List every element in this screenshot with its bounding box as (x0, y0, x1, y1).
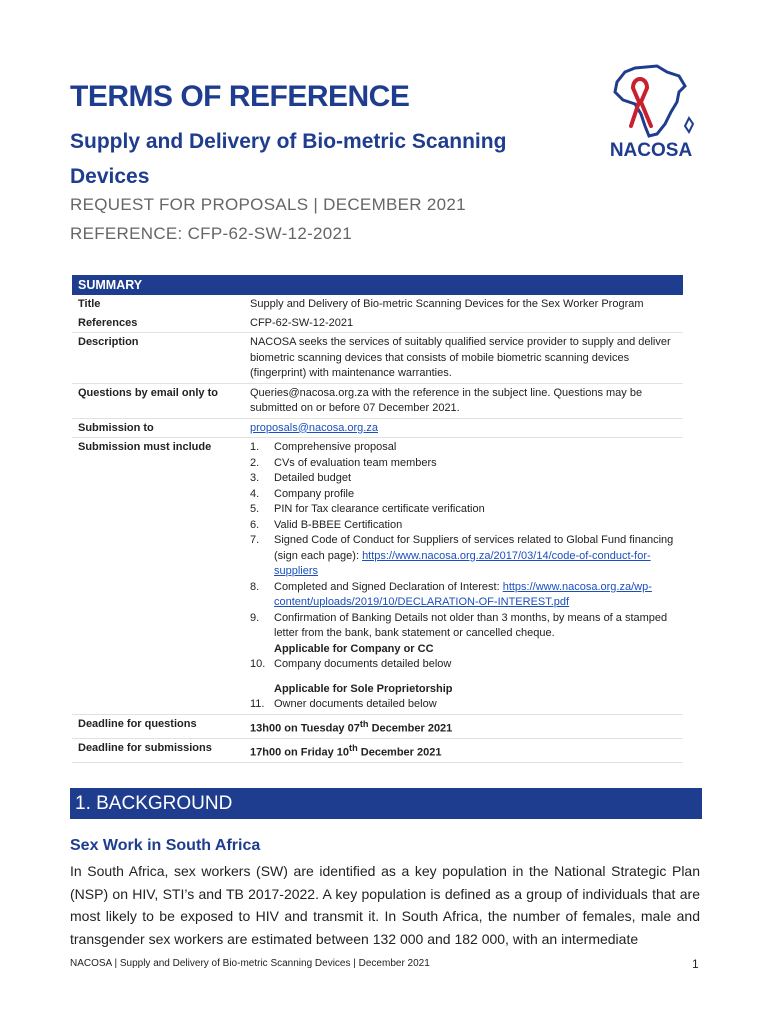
row-title (72, 295, 683, 314)
summary-heading: SUMMARY (72, 275, 683, 295)
list-item-number: 7. (250, 534, 260, 546)
list-item-number: 8. (250, 580, 260, 593)
list-item-text: Comprehensive proposal (274, 441, 397, 453)
deadline-questions-label: Deadline for questions (78, 717, 197, 730)
list-item-number: 3. (250, 472, 260, 484)
title-value: Supply and Delivery of Bio-metric Scanning Devices for the Sex Worker Program (250, 298, 644, 310)
logo-text: NACOSA (609, 140, 693, 161)
list-item-number: 1. (250, 441, 260, 453)
list-item (250, 657, 679, 673)
list-item-link[interactable]: https://www.nacosa.org.za/2017/03/14/code-of-conduct-for-suppliers (274, 549, 651, 577)
list-item (250, 697, 679, 713)
include-list-company (250, 657, 679, 673)
list-item-text: Detailed budget (274, 472, 352, 484)
list-item (250, 487, 679, 503)
include-value (250, 440, 683, 713)
nacosa-logo (605, 62, 697, 162)
list-item (250, 471, 679, 487)
list-item-text: CVs of evaluation team members (274, 456, 437, 469)
document-subtitle: Supply and Delivery of Bio-metric Scanning Devices (70, 130, 507, 188)
references-label: References (78, 316, 138, 329)
list-item-text: Signed Code of Conduct for Suppliers of services related to Global Fund financing (sign each page): https://www.nacosa.org.za/2017/03/14/code-of-conduct-for-suppliers (274, 534, 674, 577)
list-item-text: Confirmation of Banking Details not older than 3 months, by means of a stamped letter from the bank, bank statement or cancelled cheque. (274, 611, 668, 639)
page-number: 1 (692, 957, 699, 971)
list-item (250, 502, 679, 518)
list-item (250, 518, 679, 534)
list-item-text: Completed and Signed Declaration of Interest: https://www.nacosa.org.za/wp-content/uploads/2019/10/DECLARATION-OF-INTEREST.pdf (274, 580, 652, 608)
references-value: CFP-62-SW-12-2021 (250, 316, 354, 329)
row-include (72, 438, 683, 715)
list-item-text: Owner documents detailed below (274, 698, 437, 710)
description-value: NACOSA seeks the services of suitably qualified service provider to supply and deliver biometric scanning devices that consists of mobile biometric scanning devices (fingerprint) with maintenance warranties. (250, 336, 671, 379)
list-item (250, 456, 679, 472)
submission-email-link[interactable]: proposals@nacosa.org.za (250, 421, 378, 434)
list-item-number: 9. (250, 611, 260, 624)
list-item-number: 6. (250, 518, 260, 531)
list-item (250, 611, 679, 642)
list-item-number: 11. (250, 698, 265, 710)
description-label: Description (78, 336, 139, 348)
deadline-submissions-value: 17h00 on Friday 10th December 2021 (250, 742, 442, 759)
row-questions (72, 384, 683, 419)
questions-label: Questions by email only to (78, 386, 218, 399)
include-list-sole (250, 697, 679, 713)
list-item-text: PIN for Tax clearance certificate verification (274, 503, 485, 515)
company-heading: Applicable for Company or CC (274, 642, 434, 655)
row-references (72, 314, 683, 334)
include-label: Submission must include (78, 441, 212, 453)
list-item (250, 533, 679, 580)
summary-table (72, 275, 683, 763)
list-item-text: Valid B-BBEE Certification (274, 518, 403, 531)
submission-label: Submission to (78, 421, 154, 434)
list-item-number: 5. (250, 503, 260, 515)
list-item-text: Company profile (274, 487, 355, 500)
list-item (250, 580, 679, 611)
list-item-number: 4. (250, 487, 260, 500)
rfp-line: REQUEST FOR PROPOSALS | DECEMBER 2021 (70, 195, 466, 214)
row-submission (72, 419, 683, 439)
deadline-submissions-label: Deadline for submissions (78, 741, 212, 754)
list-item-number: 2. (250, 456, 260, 469)
row-description (72, 333, 683, 384)
footer-text: NACOSA | Supply and Delivery of Bio-metric Scanning Devices | December 2021 (70, 958, 430, 969)
section-heading-background: 1. BACKGROUND (70, 788, 702, 819)
submission-value (250, 421, 683, 437)
reference-line: REFERENCE: CFP-62-SW-12-2021 (70, 224, 353, 243)
sole-heading: Applicable for Sole Proprietorship (274, 682, 453, 695)
list-item-number: 10. (250, 658, 266, 670)
include-list (250, 440, 679, 642)
title-label: Title (78, 298, 101, 310)
row-deadline-questions (72, 715, 683, 739)
questions-value: Queries@nacosa.org.za with the reference in the subject line. Questions may be submitted on or before 07 December 2021. (250, 386, 643, 414)
africa-ribbon-icon (605, 62, 697, 142)
list-item-link[interactable]: https://www.nacosa.org.za/wp-content/uploads/2019/10/DECLARATION-OF-INTEREST.pdf (274, 580, 652, 608)
subsection-heading: Sex Work in South Africa (70, 837, 261, 854)
list-item-text: Company documents detailed below (274, 658, 452, 670)
background-paragraph: In South Africa, sex workers (SW) are identified as a key population in the National Strategic Plan (NSP) on HIV, STI’s and TB 2017-2022. A key population is defined as a group of individuals that are most likely to be exposed to HIV and transmit it. In South Africa, the number of females, male and transgender sex workers are estimated between 132 000 and 182 000, with an intermediate (70, 863, 700, 947)
document-title: TERMS OF REFERENCE (70, 80, 410, 113)
row-deadline-submissions (72, 739, 683, 763)
deadline-questions-value: 13h00 on Tuesday 07th December 2021 (250, 718, 453, 735)
list-item (250, 440, 679, 456)
